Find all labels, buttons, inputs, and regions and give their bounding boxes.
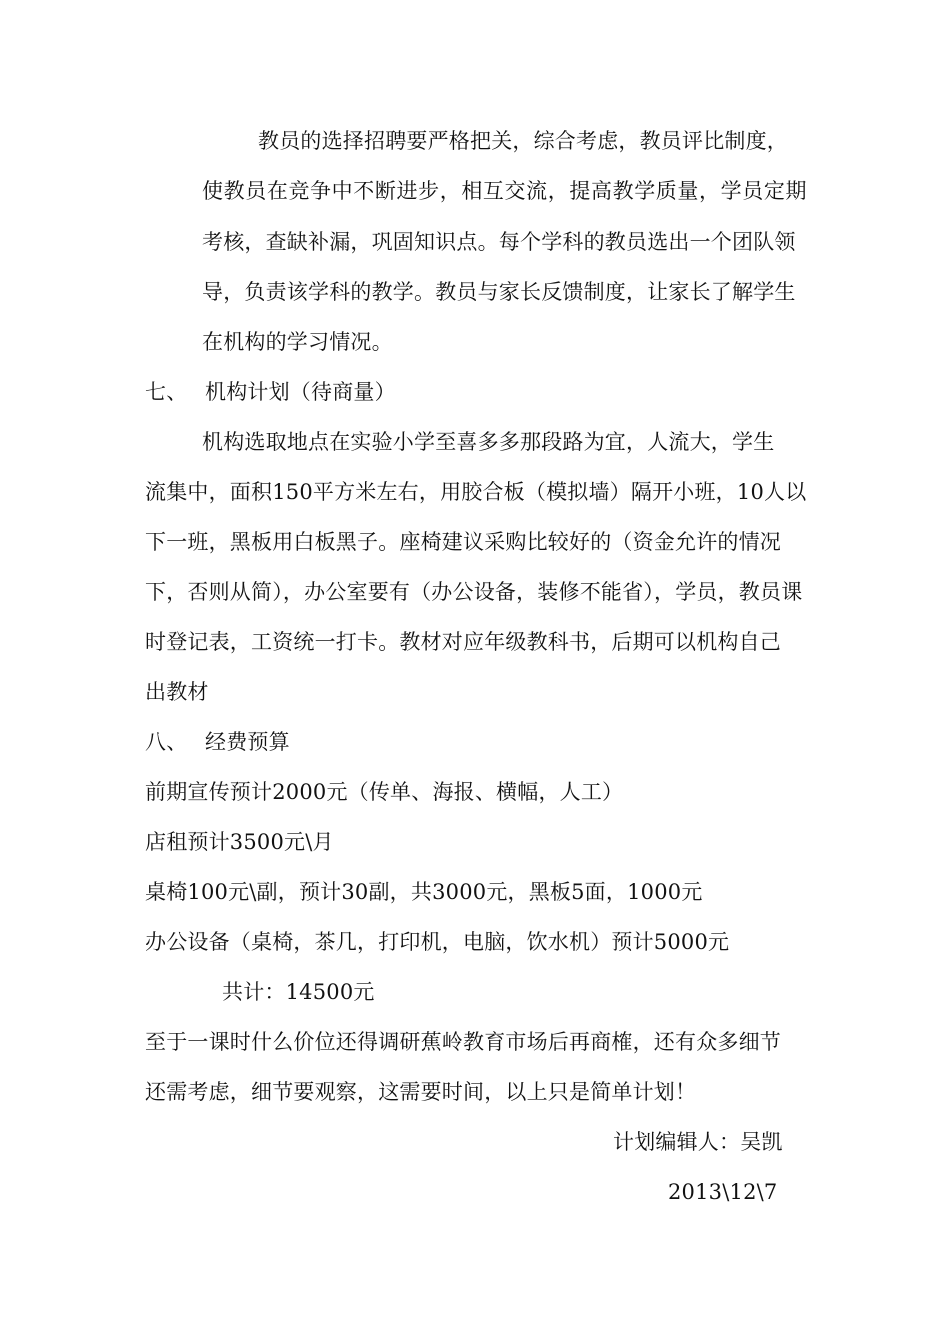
budget-item-furniture: 桌椅100元\副，预计30副，共3000元，黑板5面，1000元 (145, 880, 703, 904)
budget-item-promotion: 前期宣传预计2000元（传单、海报、横幅，人工） (145, 780, 624, 804)
section7-number: 七、 (145, 380, 188, 404)
budget-item-rent: 店租预计3500元\月 (145, 830, 334, 854)
para2-line-6: 出教材 (145, 680, 209, 704)
para2-line-1: 机构选取地点在实验小学至喜多多那段路为宜，人流大，学生 (202, 430, 775, 454)
signature-date: 2013\12\7 (668, 1180, 778, 1204)
section8-heading (145, 728, 290, 756)
para1-line-5: 在机构的学习情况。 (202, 330, 393, 354)
budget-total: 共计：14500元 (222, 980, 375, 1004)
section8-title: 经费预算 (205, 730, 290, 754)
budget-item-office: 办公设备（桌椅，茶几，打印机，电脑，饮水机）预计5000元 (145, 930, 730, 954)
signature-editor: 计划编辑人：吴凯 (613, 1130, 783, 1154)
section8-number: 八、 (145, 730, 188, 754)
para1-line-1: 教员的选择招聘要严格把关，综合考虑，教员评比制度， (258, 129, 788, 153)
para2-line-3: 下一班，黑板用白板黑子。座椅建议采购比较好的（资金允许的情况 (145, 530, 781, 554)
para2-line-5: 时登记表，工资统一打卡。教材对应年级教科书，后期可以机构自己 (145, 630, 781, 654)
para1-line-2: 使 教 员 在 竞 争 中 不 断 进 步 ， 相 互 交 流 ， 提 高 教 学 质 量 ， 学 员 定 期 (202, 179, 807, 203)
section7-title: 机构计划（待商量） (205, 380, 396, 404)
para1-line-3: 考核，查缺补漏，巩固知识点。每个学科的教员选出一个团队领 (202, 230, 796, 254)
para2-line-4: 下，否则从简），办公室要有（办公设备，装修不能省），学员，教员课 (145, 580, 803, 604)
closing-line-1: 至于一课时什么价位还得调研蕉岭教育市场后再商榷，还有众多细节 (145, 1030, 781, 1054)
para2-line-2: 流集中，面积150平方米左右，用胶合板（模拟墙）隔开小班，10人以 (145, 480, 807, 504)
para1-line-4: 导，负责该学科的教学。教员与家长反馈制度，让家长了解学生 (202, 280, 796, 304)
section7-heading (145, 378, 396, 406)
closing-line-2: 还需考虑，细节要观察，这需要时间，以上只是简单计划！ (145, 1080, 697, 1104)
